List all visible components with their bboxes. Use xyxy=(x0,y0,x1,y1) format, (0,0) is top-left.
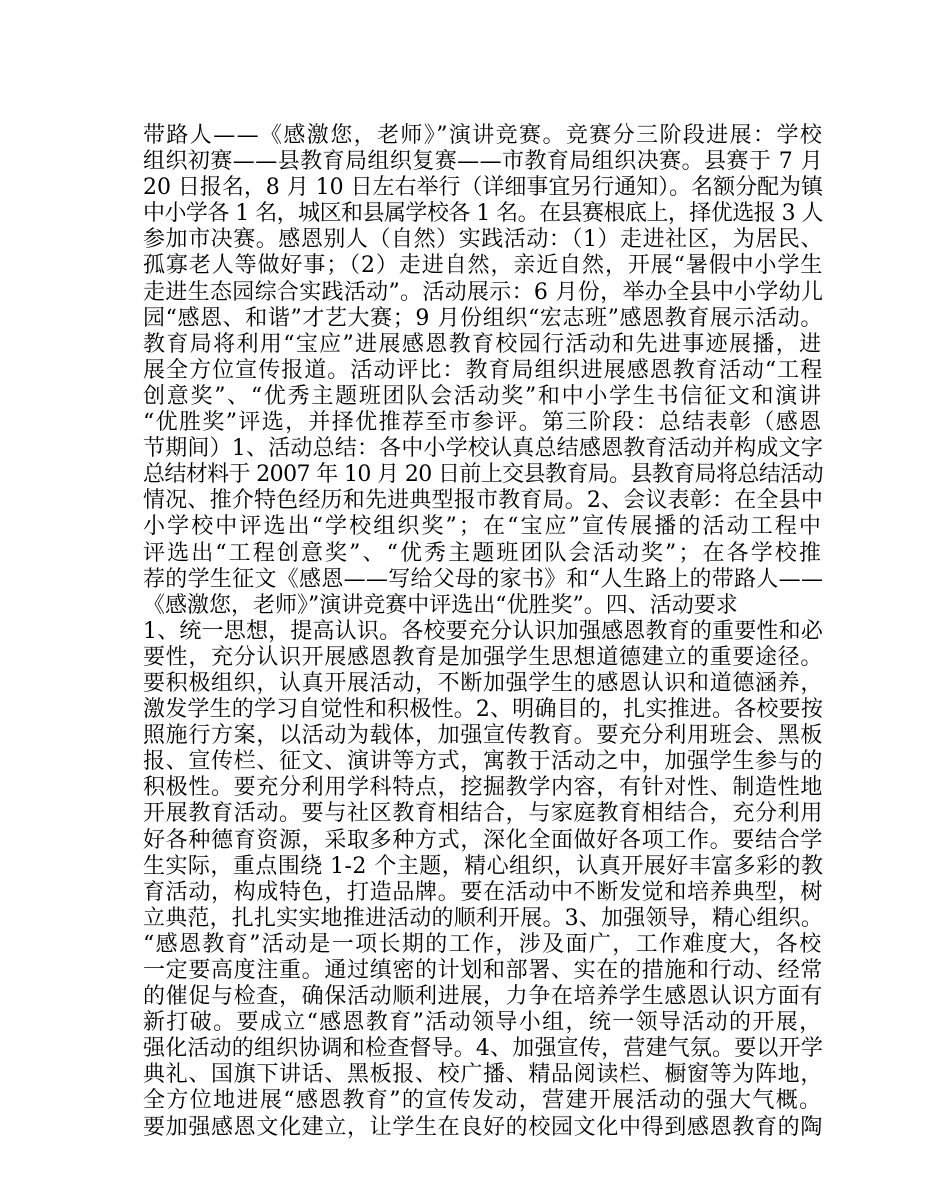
text-line: 典礼、国旗下讲话、黑板报、校广播、精品阅读栏、橱窗等为阵地， xyxy=(143,1062,823,1088)
text-line: 20 日报名，8 月 10 日左右举行（详细事宜另行通知）。名额分配为镇 xyxy=(143,175,823,201)
text-line: 参加市决赛。感恩别人（自然）实践活动：（1）走进社区，为居民、 xyxy=(143,227,823,253)
text-line: 全方位地进展“感恩教育”的宣传发动，营建开展活动的强大气概。 xyxy=(143,1088,823,1114)
text-line: 总结材料于 2007 年 10 月 20 日前上交县教育局。县教育局将总结活动 xyxy=(143,462,823,488)
text-line: 要加强感恩文化建立，让学生在良好的校园文化中得到感恩教育的陶 xyxy=(143,1114,823,1140)
text-line: 立典范，扎扎实实地推进活动的顺利开展。3、加强领导，精心组织。 xyxy=(143,905,823,931)
text-line: “感恩教育”活动是一项长期的工作，涉及面广，工作难度大，各校 xyxy=(143,931,823,957)
body-text xyxy=(143,123,823,1141)
text-line: 孤寡老人等做好事；（2）走进自然，亲近自然，开展“暑假中小学生 xyxy=(143,253,823,279)
text-line: 节期间）1、活动总结：各中小学校认真总结感恩教育活动并构成文字 xyxy=(143,436,823,462)
text-line: 要积极组织，认真开展活动，不断加强学生的感恩认识和道德涵养， xyxy=(143,670,823,696)
text-line: 强化活动的组织协调和检查督导。4、加强宣传，营建气氛。要以开学 xyxy=(143,1036,823,1062)
text-line: 走进生态园综合实践活动”。活动展示：6 月份，举办全县中小学幼儿 xyxy=(143,279,823,305)
text-line: “优胜奖”评选，并择优推荐至市参评。第三阶段：总结表彰（感恩 xyxy=(143,410,823,436)
text-line: 荐的学生征文《感恩——写给父母的家书》和“人生路上的带路人—— xyxy=(143,566,823,592)
text-line: 教育局将利用“宝应”进展感恩教育校园行活动和先进事迹展播，进 xyxy=(143,331,823,357)
text-line: 开展教育活动。要与社区教育相结合，与家庭教育相结合，充分利用 xyxy=(143,801,823,827)
text-line: 1、统一思想，提高认识。各校要充分认识加强感恩教育的重要性和必 xyxy=(143,618,823,644)
text-line: 创意奖”、“优秀主题班团队会活动奖”和中小学生书信征文和演讲 xyxy=(143,383,823,409)
text-line: 的催促与检查，确保活动顺利进展，力争在培养学生感恩认识方面有 xyxy=(143,984,823,1010)
text-line: 好各种德育资源，采取多种方式，深化全面做好各项工作。要结合学 xyxy=(143,827,823,853)
text-line: 中小学各 1 名，城区和县属学校各 1 名。在县赛根底上，择优选报 3 人 xyxy=(143,201,823,227)
text-line: 情况、推介特色经历和先进典型报市教育局。2、会议表彰：在全县中 xyxy=(143,488,823,514)
text-line: 园“感恩、和谐”才艺大赛；9 月份组织“宏志班”感恩教育展示活动。 xyxy=(143,305,823,331)
text-line: 要性，充分认识开展感恩教育是加强学生思想道德建立的重要途径。 xyxy=(143,644,823,670)
text-line: 照施行方案，以活动为载体，加强宣传教育。要充分利用班会、黑板 xyxy=(143,723,823,749)
text-line: 《感激您，老师》”演讲竞赛中评选出“优胜奖”。四、活动要求 xyxy=(143,592,738,618)
text-line: 生实际，重点围绕 1-2 个主题，精心组织，认真开展好丰富多彩的教 xyxy=(143,853,823,879)
text-line: 一定要高度注重。通过缜密的计划和部署、实在的措施和行动、经常 xyxy=(143,958,823,983)
text-line: 报、宣传栏、征文、演讲等方式，寓教于活动之中，加强学生参与的 xyxy=(143,749,823,775)
text-line: 育活动，构成特色，打造品牌。要在活动中不断发觉和培养典型，树 xyxy=(143,879,823,905)
text-line: 组织初赛——县教育局组织复赛——市教育局组织决赛。县赛于 7 月 xyxy=(143,149,823,175)
text-line: 激发学生的学习自觉性和积极性。2、明确目的，扎实推进。各校要按 xyxy=(143,697,823,723)
text-line: 小学校中评选出“学校组织奖”；在“宝应”宣传展播的活动工程中 xyxy=(143,514,823,540)
text-line: 积极性。要充分利用学科特点，挖掘教学内容，有针对性、制造性地 xyxy=(143,775,823,801)
text-line: 评选出“工程创意奖”、“优秀主题班团队会活动奖”；在各学校推 xyxy=(143,540,823,566)
text-line: 新打破。要成立“感恩教育”活动领导小组，统一领导活动的开展， xyxy=(143,1010,823,1036)
text-line: 展全方位宣传报道。活动评比：教育局组织进展感恩教育活动“工程 xyxy=(143,357,823,383)
text-line: 带路人——《感激您，老师》”演讲竞赛。竞赛分三阶段进展：学校 xyxy=(143,123,823,148)
